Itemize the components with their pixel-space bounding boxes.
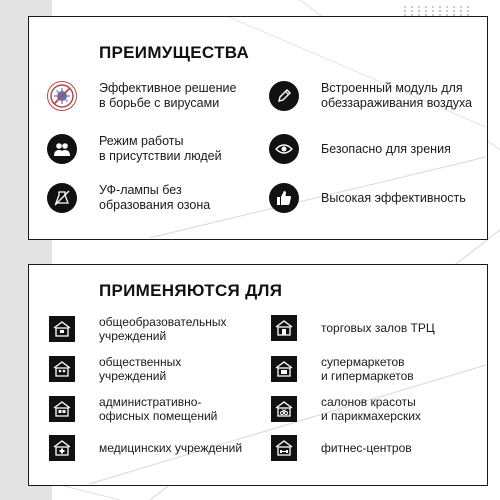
- advantages-title: ПРЕИМУЩЕСТВА: [99, 43, 250, 62]
- application-item: [49, 435, 242, 461]
- applications-panel: [28, 264, 488, 486]
- application-item: [49, 355, 181, 383]
- applications-title: ПРИМЕНЯЮТСЯ ДЛЯ: [99, 281, 283, 300]
- decorative-dots: [404, 6, 472, 16]
- application-text: общественных учреждений: [99, 355, 182, 383]
- advantage-item: [47, 134, 222, 164]
- application-item: [271, 435, 412, 461]
- application-text: общеобразовательных учреждений: [99, 315, 227, 343]
- application-item: [271, 315, 435, 341]
- advantage-item: [269, 134, 451, 164]
- advantage-text: УФ-лампы без образования озона: [99, 183, 211, 212]
- fitness-icon: [271, 435, 297, 461]
- advantage-text: Высокая эффективность: [321, 190, 466, 205]
- application-text: фитнес-центров: [321, 441, 412, 455]
- application-text: торговых залов ТРЦ: [321, 321, 435, 335]
- application-text: медицинских учреждений: [99, 441, 243, 455]
- eye-icon: [269, 134, 299, 164]
- school-icon: [49, 316, 75, 342]
- application-item: [49, 395, 217, 423]
- advantage-item: [269, 81, 472, 111]
- advantage-text: Режим работы в присутствии людей: [99, 134, 222, 163]
- advantage-text: Безопасно для зрения: [321, 141, 451, 156]
- advantages-panel: [28, 16, 488, 240]
- salon-icon: [271, 396, 297, 422]
- advantage-text: Эффективное решение в борьбе с вирусами: [99, 81, 237, 110]
- application-text: салонов красоты и парикмахерских: [321, 395, 421, 423]
- mall-icon: [271, 315, 297, 341]
- medical-icon: [49, 435, 75, 461]
- virus-icon: [47, 81, 77, 111]
- application-item: [271, 355, 414, 383]
- application-item: [271, 395, 421, 423]
- advantage-item: [269, 183, 466, 213]
- advantage-text: Встроенный модуль для обеззараживания воздуха: [321, 81, 473, 110]
- application-text: административно- офисных помещений: [99, 395, 218, 423]
- advantage-item: [47, 183, 210, 213]
- application-text: супермаркетов и гипермаркетов: [321, 355, 414, 383]
- pen-icon: [269, 81, 299, 111]
- office-icon: [49, 396, 75, 422]
- people-icon: [47, 134, 77, 164]
- public-building-icon: [49, 356, 75, 382]
- thumbs-up-icon: [269, 183, 299, 213]
- advantage-item: [47, 81, 236, 111]
- supermarket-icon: [271, 356, 297, 382]
- application-item: [49, 315, 227, 343]
- no-ozone-icon: [47, 183, 77, 213]
